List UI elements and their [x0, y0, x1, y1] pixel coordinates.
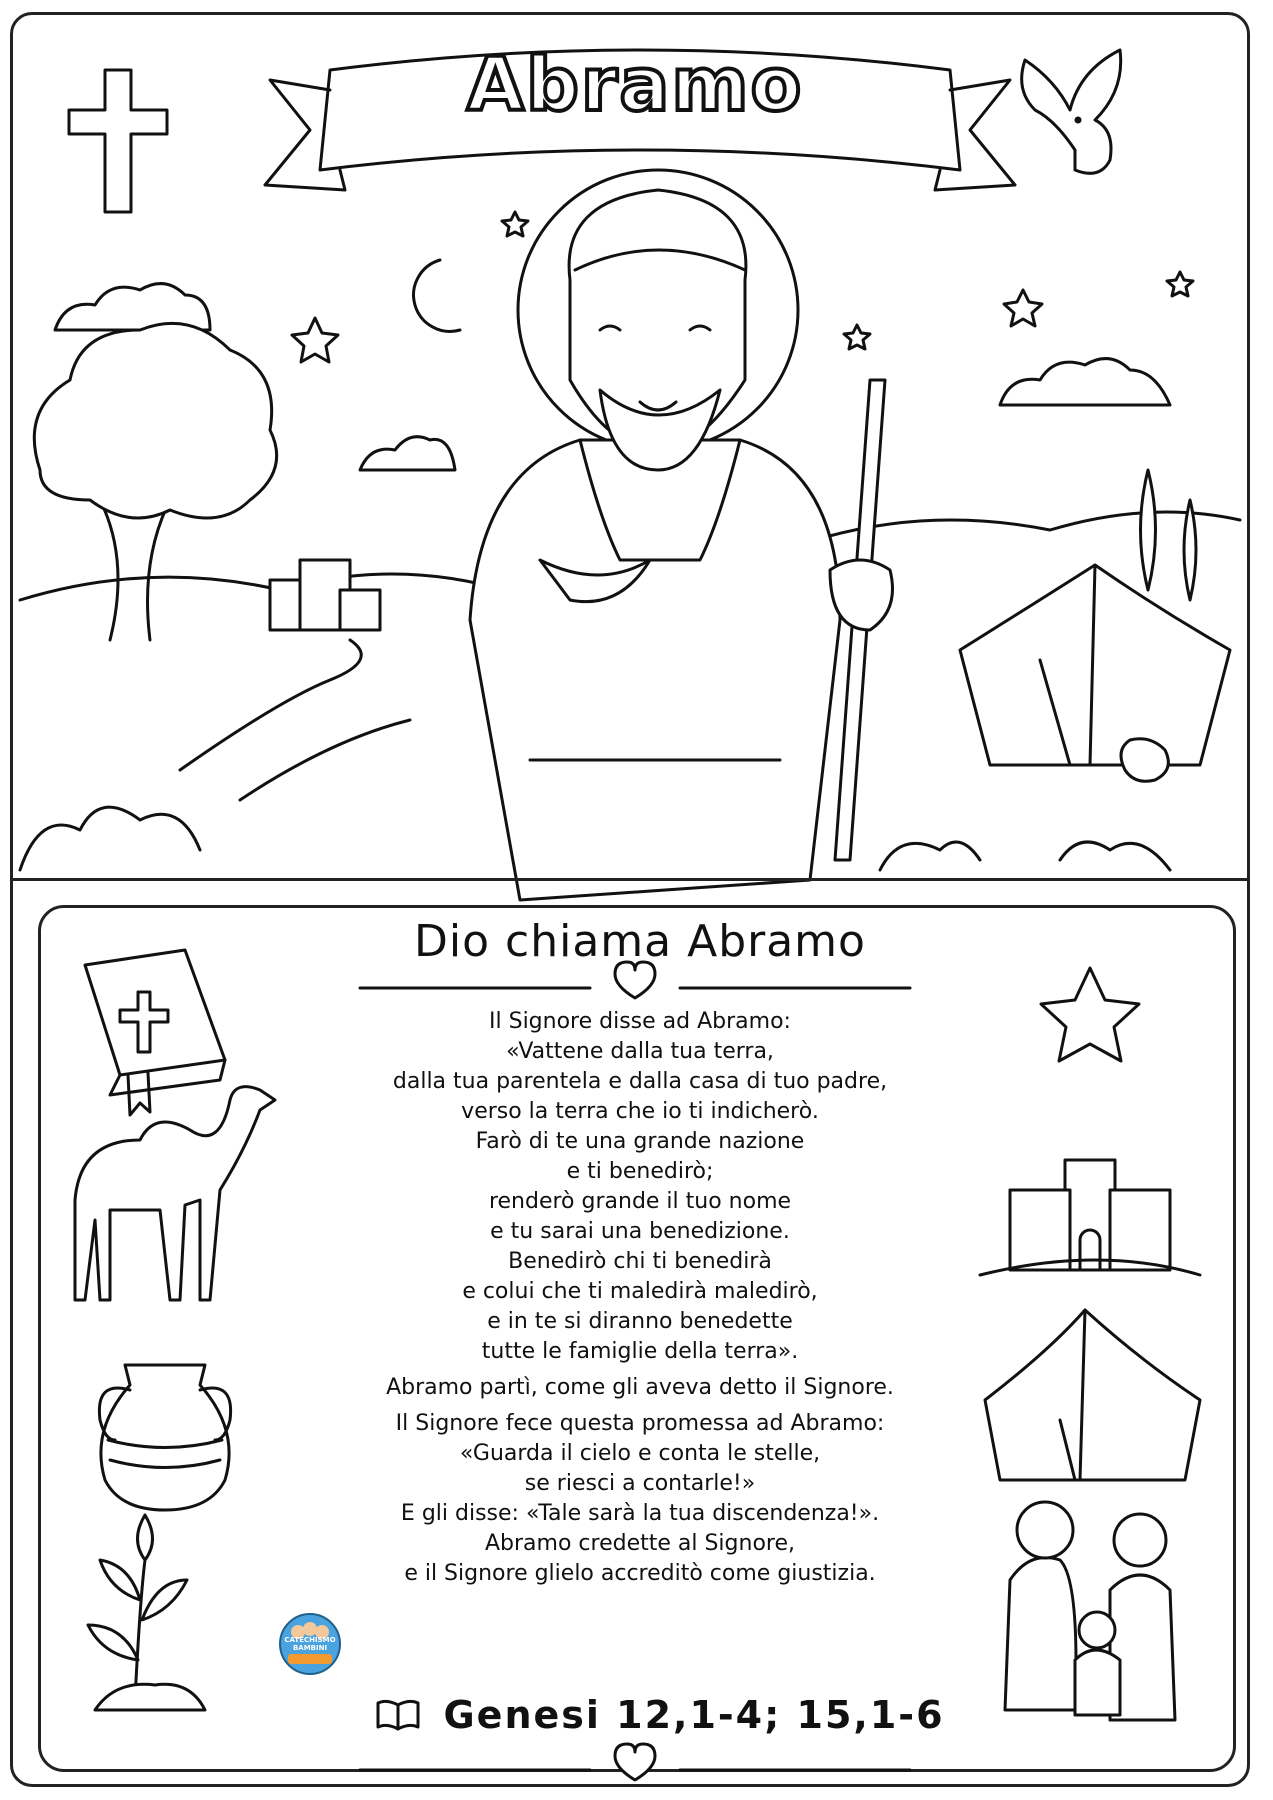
verse-line: E gli disse: «Tale sarà la tua discendenza!».	[400, 1501, 880, 1526]
plant-icon	[88, 1515, 205, 1710]
verse-line: e tu sarai una benedizione.	[490, 1219, 790, 1244]
verse-line: Abramo credette al Signore,	[484, 1531, 796, 1556]
heart-icon	[615, 1744, 655, 1780]
verse-line: e il Signore glielo accreditò come giustizia.	[404, 1561, 876, 1586]
city-icon	[980, 1160, 1200, 1275]
story-title: Dio chiama Abramo	[414, 916, 866, 967]
story-text	[330, 1007, 950, 1589]
verse-line: Farò di te una grande nazione	[475, 1129, 805, 1154]
star-icon	[1041, 968, 1139, 1061]
bible-reference	[360, 1690, 960, 1743]
verse-line: «Vattene dalla tua terra,	[506, 1039, 774, 1064]
verse-line: e ti benedirò;	[566, 1159, 714, 1184]
verse-line: Benedirò chi ti benedirà	[508, 1249, 772, 1274]
family-icon	[1005, 1502, 1175, 1720]
page-title: Abramo	[466, 42, 804, 128]
verse-line: Il Signore fece questa promessa ad Abramo:	[395, 1411, 885, 1436]
verse-line: e in te si diranno benedette	[487, 1309, 793, 1334]
verse-line: dalla tua parentela e dalla casa di tuo padre,	[392, 1069, 888, 1094]
bible-icon	[85, 950, 225, 1115]
verse-line: se riesci a contarle!»	[524, 1471, 756, 1496]
verse-line: verso la terra che io ti indicherò.	[461, 1099, 819, 1124]
bottom-ornament	[360, 1744, 910, 1780]
logo-text: CATECHISMO BAMBINI	[284, 1636, 336, 1652]
verse-line: tutte le famiglie della terra».	[481, 1339, 799, 1364]
catechismo-logo	[278, 1612, 342, 1676]
verse-line: Il Signore disse ad Abramo:	[489, 1009, 791, 1034]
verse-line: «Guarda il cielo e conta le stelle,	[459, 1441, 821, 1466]
jar-icon	[99, 1365, 230, 1510]
verse-line: Abramo partì, come gli aveva detto il Signore.	[386, 1375, 894, 1400]
reference-text: Genesi 12,1-4; 15,1-6	[443, 1693, 945, 1737]
verse-line: renderò grande il tuo nome	[488, 1189, 792, 1214]
verse-line: e colui che ti maledirà maledirò,	[462, 1279, 818, 1304]
camel-icon	[75, 1087, 275, 1300]
book-icon	[375, 1693, 421, 1743]
tent-icon	[985, 1310, 1200, 1480]
